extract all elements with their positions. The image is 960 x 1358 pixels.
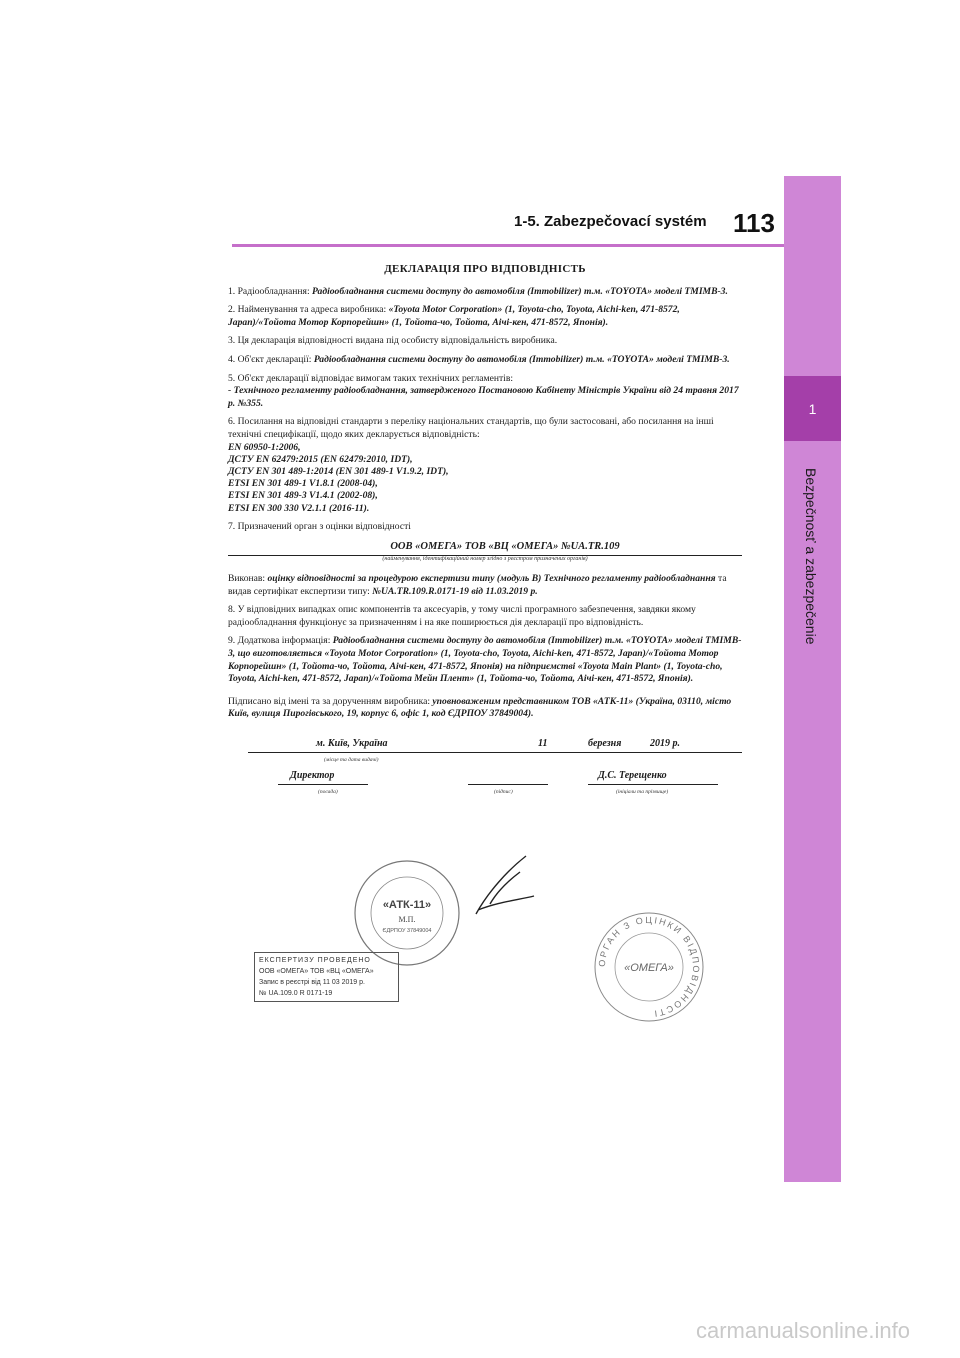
- performed-block: [228, 573, 742, 598]
- header-rule: [232, 244, 784, 247]
- item-9-lead: 9. Додаткова інформація:: [228, 635, 333, 647]
- performed-cert: №UA.TR.109.R.0171-19 від 11.03.2019 р.: [372, 585, 538, 597]
- performed-text: оцінку відповідності за процедурою експертизи типу (модуль В) Технічного регламенту радіообладнання: [267, 572, 716, 584]
- item-1-lead: 1. Радіообладнання:: [228, 285, 313, 297]
- item-7-lead: 7. Призначений орган з оцінки відповідності: [228, 520, 411, 532]
- declaration-title: ДЕКЛАРАЦІЯ ПРО ВІДПОВІДНІСТЬ: [384, 263, 586, 275]
- item-5-lead: 5. Об'єкт декларації відповідає вимогам таких технічних регламентів:: [228, 372, 514, 384]
- standard-5: ETSI EN 301 489-3 V1.4.1 (2002-08),: [228, 490, 378, 502]
- date-day: 11: [538, 738, 548, 750]
- standard-4: ETSI EN 301 489-1 V1.8.1 (2008-04),: [228, 478, 378, 490]
- notified-body-caption: (найменування, ідентифікаційний номер згідно з реєстром призначених органів): [382, 555, 588, 562]
- signer-rule: [588, 784, 718, 785]
- signer-caption: (ініціали та прізвище): [616, 788, 669, 795]
- standard-2: ДСТУ EN 62479:2015 (EN 62479:2010, IDT),: [228, 453, 413, 465]
- item-2-lead: 2. Найменування та адреса виробника:: [228, 304, 389, 316]
- position: Директор: [290, 770, 335, 782]
- item-3: 3. Ця декларація відповідності видана під особисту відповідальність виробника.: [228, 335, 558, 347]
- item-4: [228, 354, 742, 367]
- omega-seal-name: «ОМЕГА»: [624, 962, 674, 974]
- item-9-text: Радіообладнання системи доступу до автомобіля (Immobilizer) т.м. «TOYOTA» моделі TMIMB-3, що виготовляється «Toyota Motor Corporation» (1, Toyota-cho, Toyota, Aichi-ken, 471-8572, Japan)/«Тойота Мотор Корпорейшн» (1, Тойота-чо, Тойота, Аічі-кен, 471-8572, Японія) на підприємстві «Toyota Main Plant» (1, Toyota-cho, Toyota, Aichi-ken, 471-8572, Japan)/«Тойота Мейн Плент» (1, Тойота-чо, Тойота, Аічі-кен, 471-8572, Японія).: [228, 635, 742, 685]
- place-caption: (місце та дата видачі): [324, 756, 379, 763]
- page-number: 113: [733, 208, 775, 238]
- item-4-lead: 4. Об'єкт декларації:: [228, 353, 314, 365]
- signer-name: Д.С. Терещенко: [598, 770, 667, 782]
- place-date-row: [228, 735, 742, 763]
- standard-1: EN 60950-1:2006,: [228, 441, 301, 453]
- item-1-text: Радіообладнання системи доступу до автомобіля (Immobilizer) т.м. «TOYOTA» моделі TMIMB-3.: [312, 285, 728, 297]
- signed-block: [228, 696, 742, 721]
- section-title: 1-5. Zabezpečovací systém: [514, 213, 707, 230]
- signed-text: уповноваженим представником ТОВ «АТК-11» (Україна, 03110, місто Київ, вулиця Пирогівського, 19, корпус 6, офіс 1, код ЄДРПОУ 37849004).: [228, 695, 732, 720]
- seal-code: ЄДРПОУ 37849004: [382, 928, 432, 934]
- seal-name: «АТК-11»: [382, 899, 432, 911]
- place-date-rule: [248, 752, 742, 753]
- item-7: [228, 521, 742, 563]
- chapter-label: Bezpečnosť a zabezpečenie: [803, 468, 819, 645]
- item-2: [228, 304, 742, 329]
- sign-caption: (підпис): [494, 788, 513, 795]
- notified-body-name: ООВ «ОМЕГА» ТОВ «ВЦ «ОМЕГА» №UA.TR.109: [390, 541, 620, 553]
- chapter-number: 1: [784, 376, 841, 441]
- date-month: березня: [588, 738, 622, 750]
- item-2-text: «Toyota Motor Corporation» (1, Toyota-cho, Toyota, Aichi-ken, 471-8572, Japan)/«Тойота Мотор Корпорейшн» (1, Тойота-чо, Тойота, Аічі-кен, 471-8572, Японія).: [228, 304, 680, 328]
- item-5-text: - Технічного регламенту радіообладнання, затвердженого Постановою Кабінету Міністрів України від 24 травня 2017 р. №355.: [228, 385, 739, 409]
- standard-6: ETSI EN 300 330 V2.1.1 (2016-11).: [228, 502, 370, 514]
- chapter-tab: [784, 176, 841, 1182]
- performed-lead: Виконав:: [228, 572, 268, 584]
- omega-seal: [592, 910, 706, 1024]
- position-rule: [278, 784, 368, 785]
- item-8: 8. У відповідних випадках опис компонентів та аксесуарів, у тому числі програмного забезпечення, завдяки якому радіообладнання функціонує за призначенням і на яке поширюється дія декларації про відповідність.: [228, 604, 696, 628]
- sign-rule: [468, 784, 548, 785]
- stamp-line-3: Запис в реєстрі від 11 03 2019 р.: [259, 979, 365, 986]
- position-caption: (посада): [318, 788, 338, 795]
- expertise-stamp: [254, 952, 399, 1002]
- signed-lead: Підписано від імені та за дорученням виробника:: [228, 695, 433, 707]
- watermark-site: carmanualsonline.info: [695, 1318, 910, 1343]
- seal-mp: М.П.: [398, 915, 416, 924]
- stamp-line-4: № UA.109.0 R 0171-19: [259, 990, 333, 997]
- performed-mid: та видав сертифікат експертизи типу:: [228, 572, 727, 597]
- item-5: [228, 373, 742, 411]
- signature-scribble: [468, 852, 538, 922]
- item-6-lead: 6. Посилання на відповідні стандарти з переліку національних стандартів, що були застосовані, або посилання на інші технічні специфікації, щодо яких декларується відповідність:: [228, 416, 714, 440]
- omega-seal-ring: ОРГАН З ОЦІНКИ ВІДПОВІДНОСТІ: [596, 914, 702, 1019]
- standard-3: ДСТУ EN 301 489-1:2014 (EN 301 489-1 V1.9.2, IDT),: [228, 465, 449, 477]
- item-1: [228, 286, 742, 299]
- stamp-line-2: ООВ «ОМЕГА» ТОВ «ВЦ «ОМЕГА»: [259, 968, 374, 975]
- date-year: 2019 р.: [650, 738, 680, 750]
- item-4-text: Радіообладнання системи доступу до автомобіля (Immobilizer) т.м. «TOYOTA» моделі TMIMB-3.: [313, 353, 730, 365]
- stamp-line-1: ЕКСПЕРТИЗУ ПРОВЕДЕНО: [259, 957, 371, 964]
- signature-row: [228, 767, 742, 795]
- item-9: [228, 635, 742, 685]
- item-6: [228, 416, 742, 514]
- place: м. Київ, Україна: [316, 738, 388, 750]
